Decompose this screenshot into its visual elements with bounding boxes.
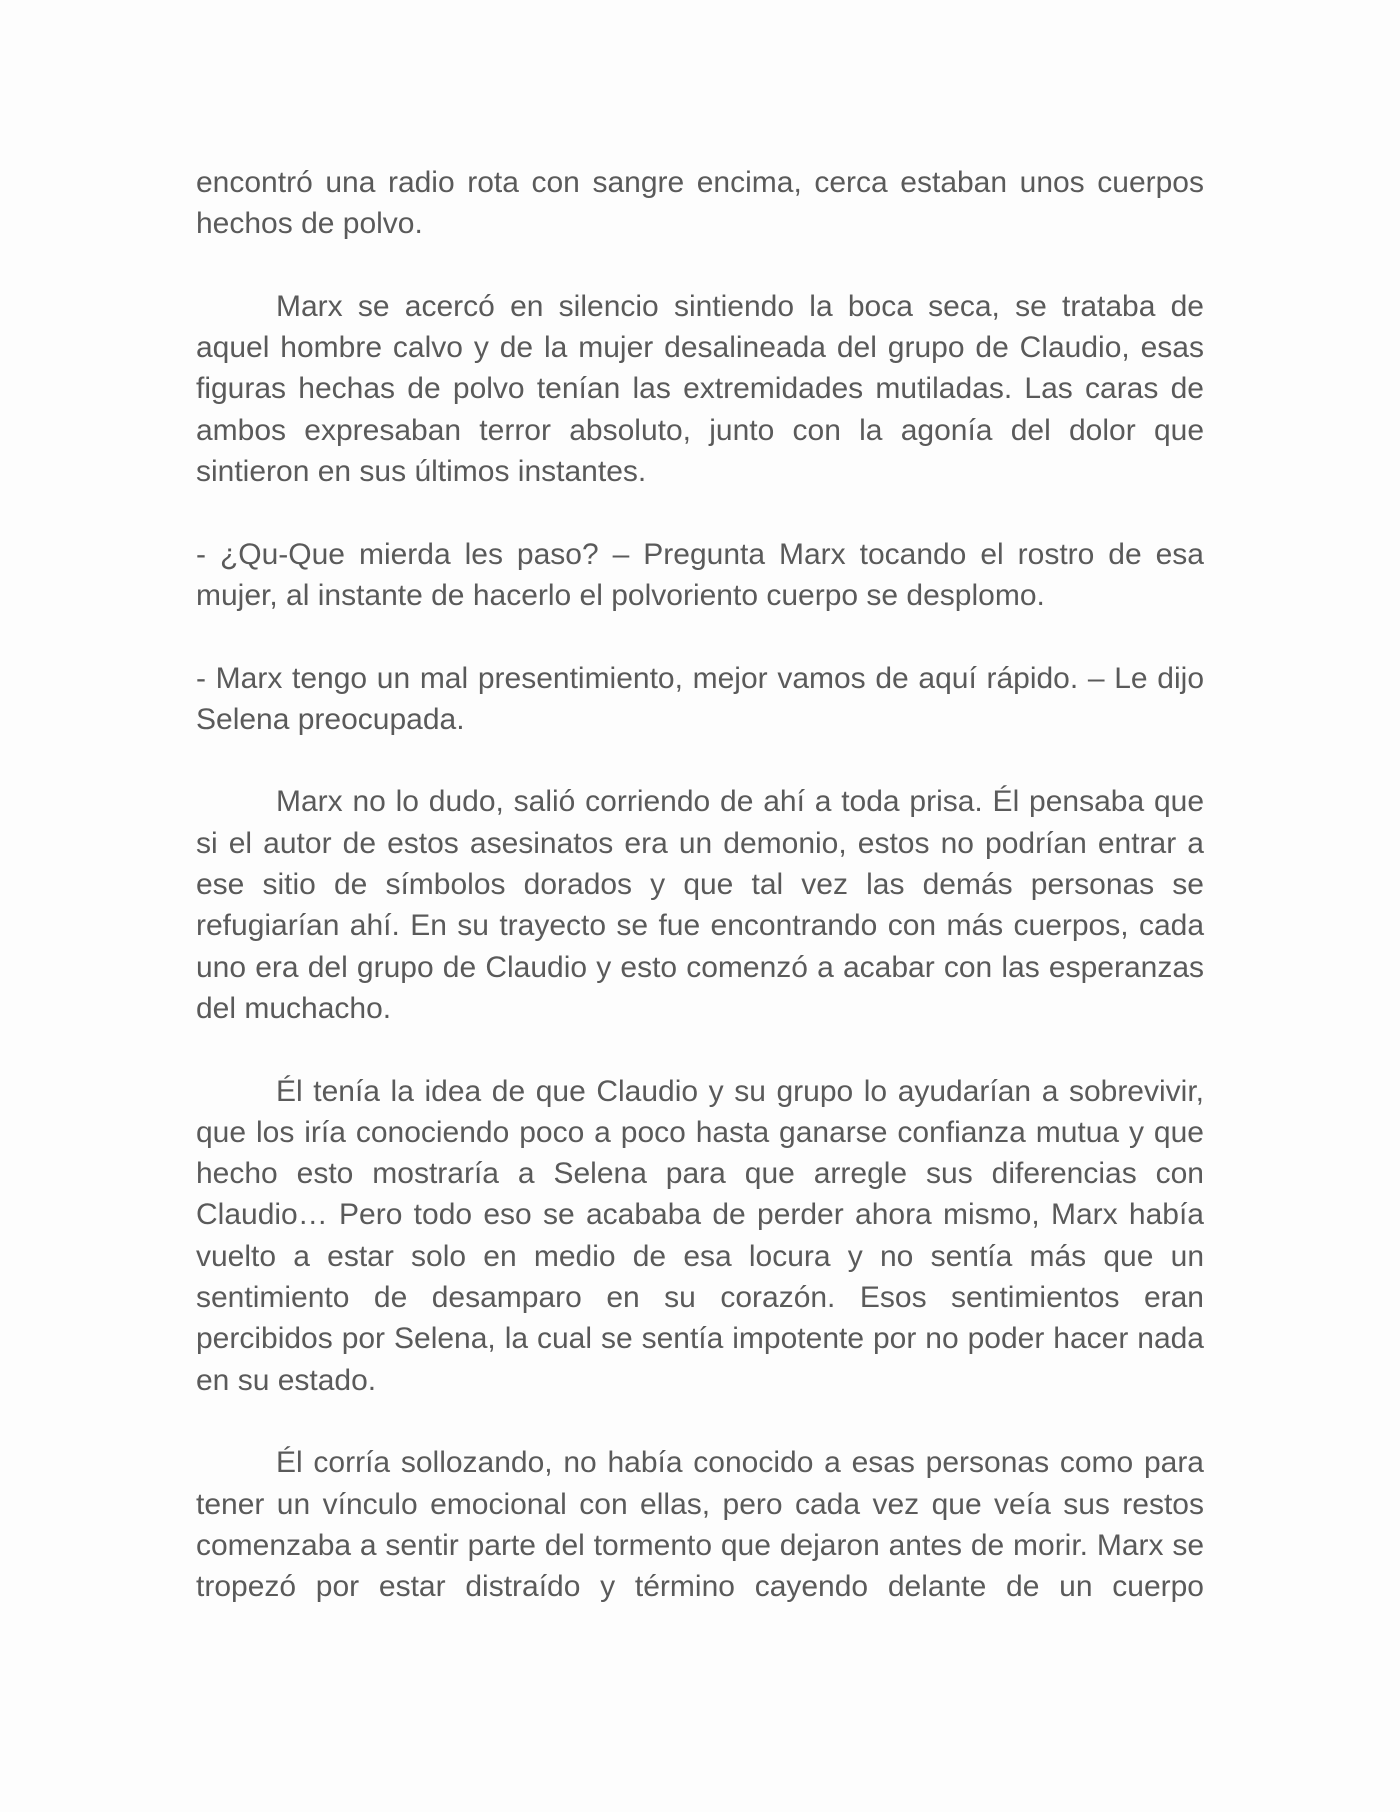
paragraph-5: Marx no lo dudo, salió corriendo de ahí a toda prisa. Él pensaba que si el autor de estos asesinatos era un demonio, estos no podrían entrar a ese sitio de símbolos dorados y que tal vez las demás personas se refugiarían ahí. En su trayecto se fue encontrando con más cuerpos, cada uno era del grupo de Claudio y esto comenzó a acabar con las esperanzas del muchacho. xyxy=(196,785,1204,1025)
paragraph-1: encontró una radio rota con sangre encima, cerca estaban unos cuerpos hechos de polvo. xyxy=(196,166,1204,241)
paragraph-4-dialogue: - Marx tengo un mal presentimiento, mejor vamos de aquí rápido. – Le dijo Selena preocupada. xyxy=(196,661,1204,736)
page-body xyxy=(196,162,1204,1607)
paragraph-6: Él tenía la idea de que Claudio y su grupo lo ayudarían a sobrevivir, que los iría conociendo poco a poco hasta ganarse confianza mutua y que hecho esto mostraría a Selena para que arregle sus diferencias con Claudio… Pero todo eso se acababa de perder ahora mismo, Marx había vuelto a estar solo en medio de esa locura y no sentía más que un sentimiento de desamparo en su corazón. Esos sentimientos eran percibidos por Selena, la cual se sentía impotente por no poder hacer nada en su estado. xyxy=(196,1074,1204,1397)
paragraph-7: Él corría sollozando, no había conocido a esas personas como para tener un vínculo emocional con ellas, pero cada vez que veía sus restos comenzaba a sentir parte del tormento que dejaron antes de morir. Marx se tropezó por estar distraído y término cayendo delante de un cuerpo xyxy=(196,1446,1204,1604)
paragraph-3-dialogue: - ¿Qu-Que mierda les paso? – Pregunta Marx tocando el rostro de esa mujer, al instante de hacerlo el polvoriento cuerpo se desplomo. xyxy=(196,537,1204,612)
paragraph-2: Marx se acercó en silencio sintiendo la boca seca, se trataba de aquel hombre calvo y de la mujer desalineada del grupo de Claudio, esas figuras hechas de polvo tenían las extremidades mutiladas. Las caras de ambos expresaban terror absoluto, junto con la agonía del dolor que sintieron en sus últimos instantes. xyxy=(196,289,1204,489)
